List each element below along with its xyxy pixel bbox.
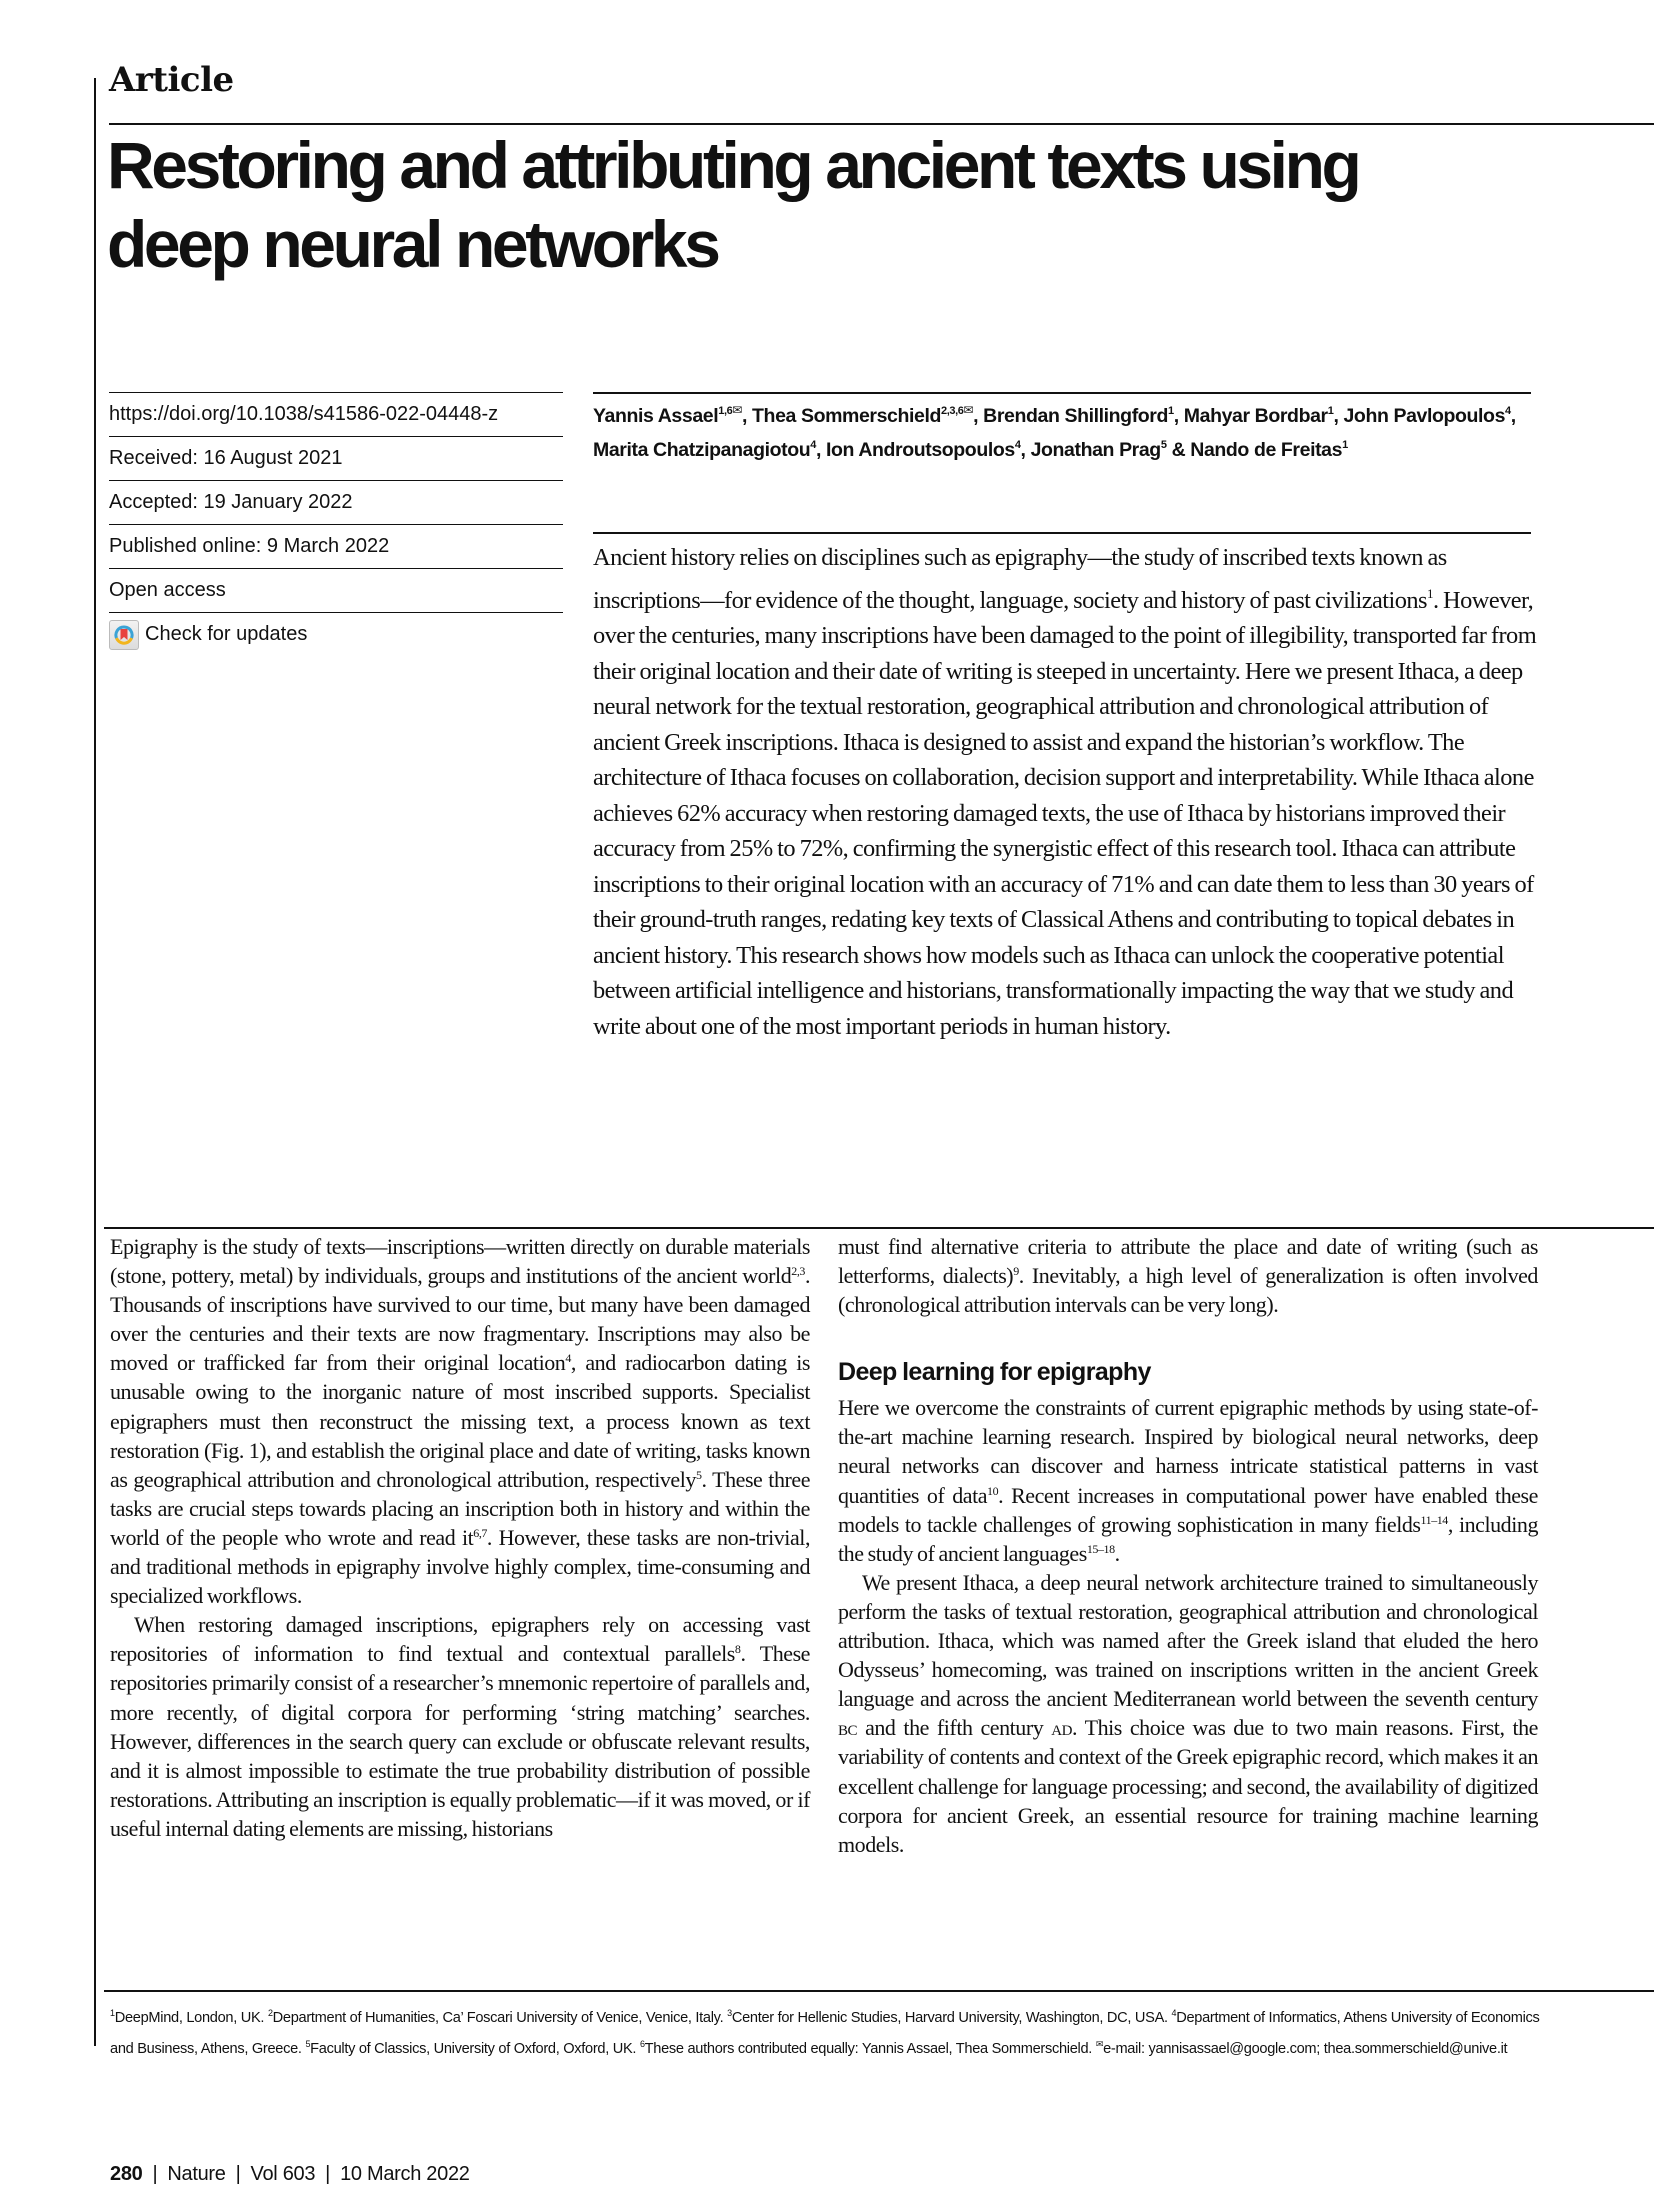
open-access-label bbox=[109, 568, 563, 612]
affiliations-footnote bbox=[110, 2000, 1550, 2062]
body-text: We present Ithaca, a deep neural network architecture trained to simultaneously perform the tasks of textual restoration, geographical attribution and chronological attribution. Ithaca, which was named after the Greek island that eluded the hero Odysseus’ homecoming, was trained on inscriptions written in the ancient Greek language and across the ancient Mediterranean world between the seventh century bbox=[838, 1569, 1538, 1712]
received-date bbox=[109, 436, 563, 480]
body-paragraph bbox=[838, 1568, 1538, 1859]
author-affiliation: 4 bbox=[1505, 405, 1511, 417]
citation-ref[interactable]: 8 bbox=[734, 1642, 741, 1657]
section-heading: Deep learning for epigraphy bbox=[838, 1358, 1151, 1387]
footnote-number: 2 bbox=[267, 2008, 273, 2018]
header-divider bbox=[109, 123, 1654, 125]
footnote-divider bbox=[104, 1990, 1654, 1992]
doi-link-text[interactable]: https://doi.org/10.1038/s41586-022-04448-z bbox=[109, 403, 499, 425]
page-footer bbox=[110, 2163, 470, 2186]
affiliation-text: Department of Humanities, Ca’ Foscari University of Venice, Venice, Italy. bbox=[272, 2010, 728, 2026]
accepted-date bbox=[109, 480, 563, 524]
body-column-left bbox=[110, 1232, 810, 1843]
issue-date: 10 March 2022 bbox=[340, 2163, 470, 2185]
citation-ref[interactable]: 5 bbox=[695, 1467, 702, 1482]
body-text: Here we overcome the constraints of current epigraphic methods by using state-of-the-art machine learning research. Inspired by biological neural networks, deep neural networks can discover and harness intricate statistical patterns in vast quantities of data bbox=[838, 1395, 1538, 1508]
body-text: . bbox=[1114, 1540, 1120, 1566]
footnote-number: 3 bbox=[727, 2008, 732, 2018]
author-name[interactable]: Marita Chatzipanagiotou bbox=[593, 439, 811, 461]
article-metadata bbox=[109, 392, 563, 656]
citation-ref[interactable]: 11–14 bbox=[1420, 1512, 1448, 1527]
check-for-updates-button[interactable] bbox=[109, 612, 563, 656]
author-affiliation: 5 bbox=[1160, 439, 1167, 451]
author-affiliation: 1,6 bbox=[718, 405, 733, 417]
body-text: . Recent increases in computational power have enabled these models to tackle challenges of growing sophistication in many fields bbox=[838, 1482, 1538, 1537]
citation-ref[interactable]: 9 bbox=[1013, 1264, 1019, 1279]
contact-emails[interactable]: e-mail: yannisassael@google.com; thea.sommerschield@unive.it bbox=[1103, 2041, 1508, 2057]
citation-ref[interactable]: 10 bbox=[987, 1483, 999, 1498]
abstract-text: Ancient history relies on disciplines such as epigraphy—the study of inscribed texts known as inscriptions—for evidence of the thought, language, society and history of past civilizations bbox=[593, 544, 1447, 614]
author-name[interactable]: Brendan Shillingford bbox=[983, 405, 1169, 427]
affiliation-text: Department of Informatics, Athens University of Economics and Business, Athens, Greece. bbox=[110, 2010, 1540, 2057]
affiliation-text: These authors contributed equally: Yannis Assael, Thea Sommerschield. bbox=[644, 2041, 1096, 2057]
abstract-text: . However, over the centuries, many inscriptions have been damaged to the point of illegibility, transported far from their original location and their date of writing is steeped in uncertainty. Here we present Ithaca, a deep neural network for the textual restoration, geographical attribution and chronological attribution of ancient Greek inscriptions. Ithaca is designed to assist and expand the historian’s workflow. The architecture of Ithaca focuses on collaboration, decision support and interpretability. While Ithaca alone achieves 62% accuracy when restoring damaged texts, the use of Ithaca by historians improved their accuracy from 25% to 72%, confirming the synergistic effect of this research tool. Ithaca can attribute inscriptions to their original location with an accuracy of 71% and can date them to less than 30 years of their ground-truth ranges, redating key texts of Classical Athens and contributing to topical debates in ancient history. This research shows how models such as Ithaca can unlock the cooperative potential between artificial intelligence and historians, transformationally impacting the way that we study and write about one of the most important periods in human history. bbox=[593, 586, 1537, 1040]
page-title: Restoring and attributing ancient texts using deep neural networks bbox=[107, 128, 1359, 281]
page-number: 280 bbox=[110, 2163, 143, 2185]
author-name[interactable]: Jonathan Prag bbox=[1030, 439, 1161, 461]
affiliation-text: DeepMind, London, UK. bbox=[114, 2010, 268, 2026]
left-margin-rule bbox=[94, 78, 96, 2046]
envelope-icon[interactable]: ✉ bbox=[732, 403, 742, 417]
envelope-icon: ✉ bbox=[1095, 2039, 1104, 2049]
open-access-text: Open access bbox=[109, 579, 226, 601]
body-text: must find alternative criteria to attribute the place and date of writing (such as letterforms, dialects) bbox=[838, 1234, 1538, 1289]
separator: | bbox=[152, 2163, 158, 2185]
affiliation-text: Faculty of Classics, University of Oxford, Oxford, UK. bbox=[310, 2041, 640, 2057]
abstract-divider bbox=[593, 532, 1531, 534]
footnote-number: 1 bbox=[110, 2008, 115, 2018]
body-text: . Thousands of inscriptions have survived to our time, but many have been damaged over the centuries and their texts are now fragmentary. Inscriptions may also be moved or trafficked far from their original location bbox=[110, 1263, 810, 1376]
published-date-text: Published online: 9 March 2022 bbox=[109, 535, 390, 557]
body-text: When restoring damaged inscriptions, epigraphers rely on accessing vast repositories of information to find textual and contextual parallels bbox=[110, 1612, 810, 1667]
journal-name: Nature bbox=[167, 2163, 226, 2185]
body-paragraph bbox=[110, 1232, 810, 1610]
author-list: Yannis Assael$^{1,6✉}$, Thea Sommerschield$^{2,3,6✉}$, Brendan Shillingford$^1$, Mahyar Bordbar$^1$, John Pavlopoulos$^4$, Marita Chatzipanagiotou$^4$, Ion Androutsopoulos$^4$, Jonathan Prag$^5$ & Nando de Freitas$^1$ bbox=[593, 403, 1516, 461]
citation-ref[interactable]: 2,3 bbox=[791, 1264, 805, 1279]
author-affiliation: 1 bbox=[1342, 439, 1348, 451]
body-paragraph bbox=[838, 1393, 1538, 1568]
abstract bbox=[593, 540, 1538, 1044]
body-text: and the fifth century bbox=[857, 1715, 1052, 1741]
footnote-number: 5 bbox=[305, 2039, 311, 2049]
body-paragraph bbox=[110, 1610, 810, 1843]
body-text: . These repositories primarily consist of a researcher’s mnemonic repertoire of parallels and, more recently, of digital corpora for performing ‘string matching’ searches. However, differences in the search query can exclude or obfuscate relevant results, and it is almost impossible to estimate the true probability distribution of possible restorations. Attributing an inscription is equally problematic—if it was moved, or if useful internal dating elements are missing, historians bbox=[110, 1641, 810, 1841]
body-text: . These three tasks are crucial steps towards placing an inscription both in history and within the world of the people who wrote and read it bbox=[110, 1466, 811, 1550]
author-name[interactable]: Yannis Assael bbox=[593, 405, 719, 427]
crossmark-icon[interactable] bbox=[109, 620, 139, 650]
author-name[interactable]: Thea Sommerschield bbox=[752, 405, 941, 427]
doi-link[interactable] bbox=[109, 392, 563, 436]
footnote-number: 6 bbox=[639, 2039, 645, 2049]
author-affiliation: 4 bbox=[810, 439, 816, 451]
article-type-label: Article bbox=[109, 60, 234, 100]
separator: | bbox=[325, 2163, 331, 2185]
check-for-updates-label[interactable]: Check for updates bbox=[145, 623, 308, 645]
affiliation-text: Center for Hellenic Studies, Harvard University, Washington, DC, USA. bbox=[731, 2010, 1172, 2026]
footnote-number: 4 bbox=[1171, 2008, 1177, 2018]
author-name[interactable]: Ion Androutsopoulos bbox=[826, 439, 1015, 461]
citation-ref[interactable]: 1 bbox=[1427, 585, 1433, 601]
author-name[interactable]: Mahyar Bordbar bbox=[1183, 405, 1328, 427]
body-text: Epigraphy is the study of texts—inscriptions—written directly on durable materials (stone, pottery, metal) by individuals, groups and institutions of the ancient world bbox=[110, 1234, 810, 1289]
author-affiliation: 1 bbox=[1168, 405, 1174, 417]
author-affiliation: 1 bbox=[1327, 405, 1334, 417]
body-column-right bbox=[838, 1232, 1538, 1859]
citation-ref[interactable]: 4 bbox=[565, 1351, 571, 1366]
volume: Vol 603 bbox=[250, 2163, 316, 2185]
era-label: ad bbox=[1051, 1715, 1072, 1741]
body-text: . However, these tasks are non-trivial, and traditional methods in epigraphy involve highly complex, time-consuming and specialized workflows. bbox=[110, 1524, 810, 1609]
body-text: , including the study of ancient languages bbox=[838, 1511, 1538, 1566]
body-paragraph bbox=[838, 1232, 1538, 1319]
separator: | bbox=[235, 2163, 241, 2185]
author-name[interactable]: Nando de Freitas bbox=[1190, 439, 1343, 461]
body-text: . Inevitably, a high level of generalization is often involved (chronological attribution intervals can be very long). bbox=[838, 1263, 1538, 1318]
accepted-date-text: Accepted: 19 January 2022 bbox=[109, 491, 353, 513]
received-date-text: Received: 16 August 2021 bbox=[109, 447, 343, 469]
body-divider bbox=[104, 1227, 1654, 1229]
author-affiliation: 2,3,6 bbox=[941, 405, 964, 417]
published-date bbox=[109, 524, 563, 568]
authors-divider bbox=[593, 392, 1531, 394]
author-name[interactable]: John Pavlopoulos bbox=[1343, 405, 1506, 427]
body-text: . This choice was due to two main reasons. First, the variability of contents and context of the Greek epigraphic record, which makes it an excellent challenge for language processing; and second, the availability of digitized corpora for ancient Greek, an essential resource for training machine learning models. bbox=[838, 1715, 1538, 1857]
envelope-icon[interactable]: ✉ bbox=[963, 403, 974, 417]
body-text: , and radiocarbon dating is unusable owing to the inorganic nature of most inscribed supports. Specialist epigraphers must then reconstruct the missing text, a process known as text restoration (Fig. 1), and establish the original place and date of writing, tasks known as geographical attribution and chronological attribution, respectively bbox=[110, 1350, 810, 1492]
citation-ref[interactable]: 15–18 bbox=[1086, 1541, 1115, 1556]
era-label: bc bbox=[838, 1715, 858, 1741]
citation-ref[interactable]: 6,7 bbox=[473, 1525, 487, 1540]
author-affiliation: 4 bbox=[1014, 439, 1021, 451]
